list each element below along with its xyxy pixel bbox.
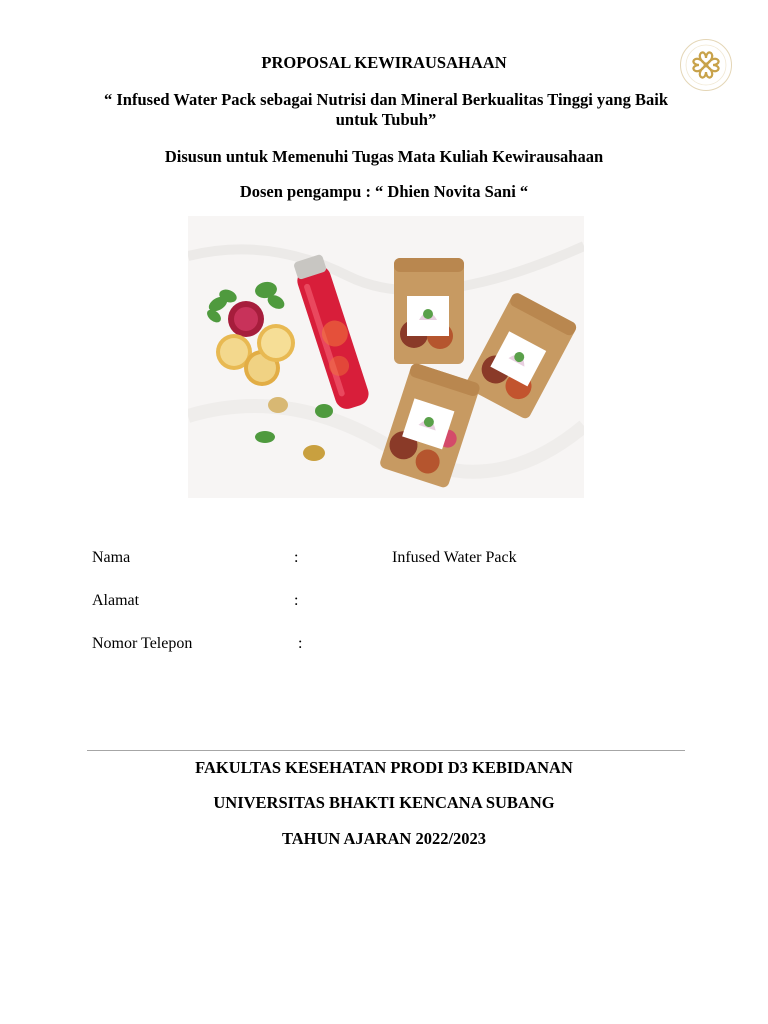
field-label: Alamat — [92, 592, 140, 609]
product-photo — [188, 216, 584, 498]
university-line: UNIVERSITAS BHAKTI KENCANA SUBANG — [213, 793, 555, 812]
academic-year: TAHUN AJARAN 2022/2023 — [281, 829, 487, 848]
divider — [87, 750, 685, 751]
field-label: Nomor Telepon — [92, 635, 193, 652]
field-value: Infused Water Pack — [392, 549, 517, 566]
proposal-subtitle: “ Infused Water Pack sebagai Nutrisi dan Mineral Berkualitas Tinggi yang Baik untuk Tubuh” — [104, 90, 668, 129]
lecturer-line: Dosen pengampu : “ Dhien Novita Sani “ — [239, 182, 529, 201]
field-separator: : — [298, 635, 303, 652]
field-separator: : — [294, 549, 299, 566]
faculty-line: FAKULTAS KESEHATAN PRODI D3 KEBIDANAN — [195, 758, 573, 777]
field-separator: : — [294, 592, 299, 609]
proposal-purpose: Disusun untuk Memenuhi Tugas Mata Kuliah Kewirausahaan — [164, 147, 604, 166]
proposal-title: PROPOSAL KEWIRAUSAHAAN — [261, 53, 507, 72]
field-label: Nama — [92, 549, 131, 566]
